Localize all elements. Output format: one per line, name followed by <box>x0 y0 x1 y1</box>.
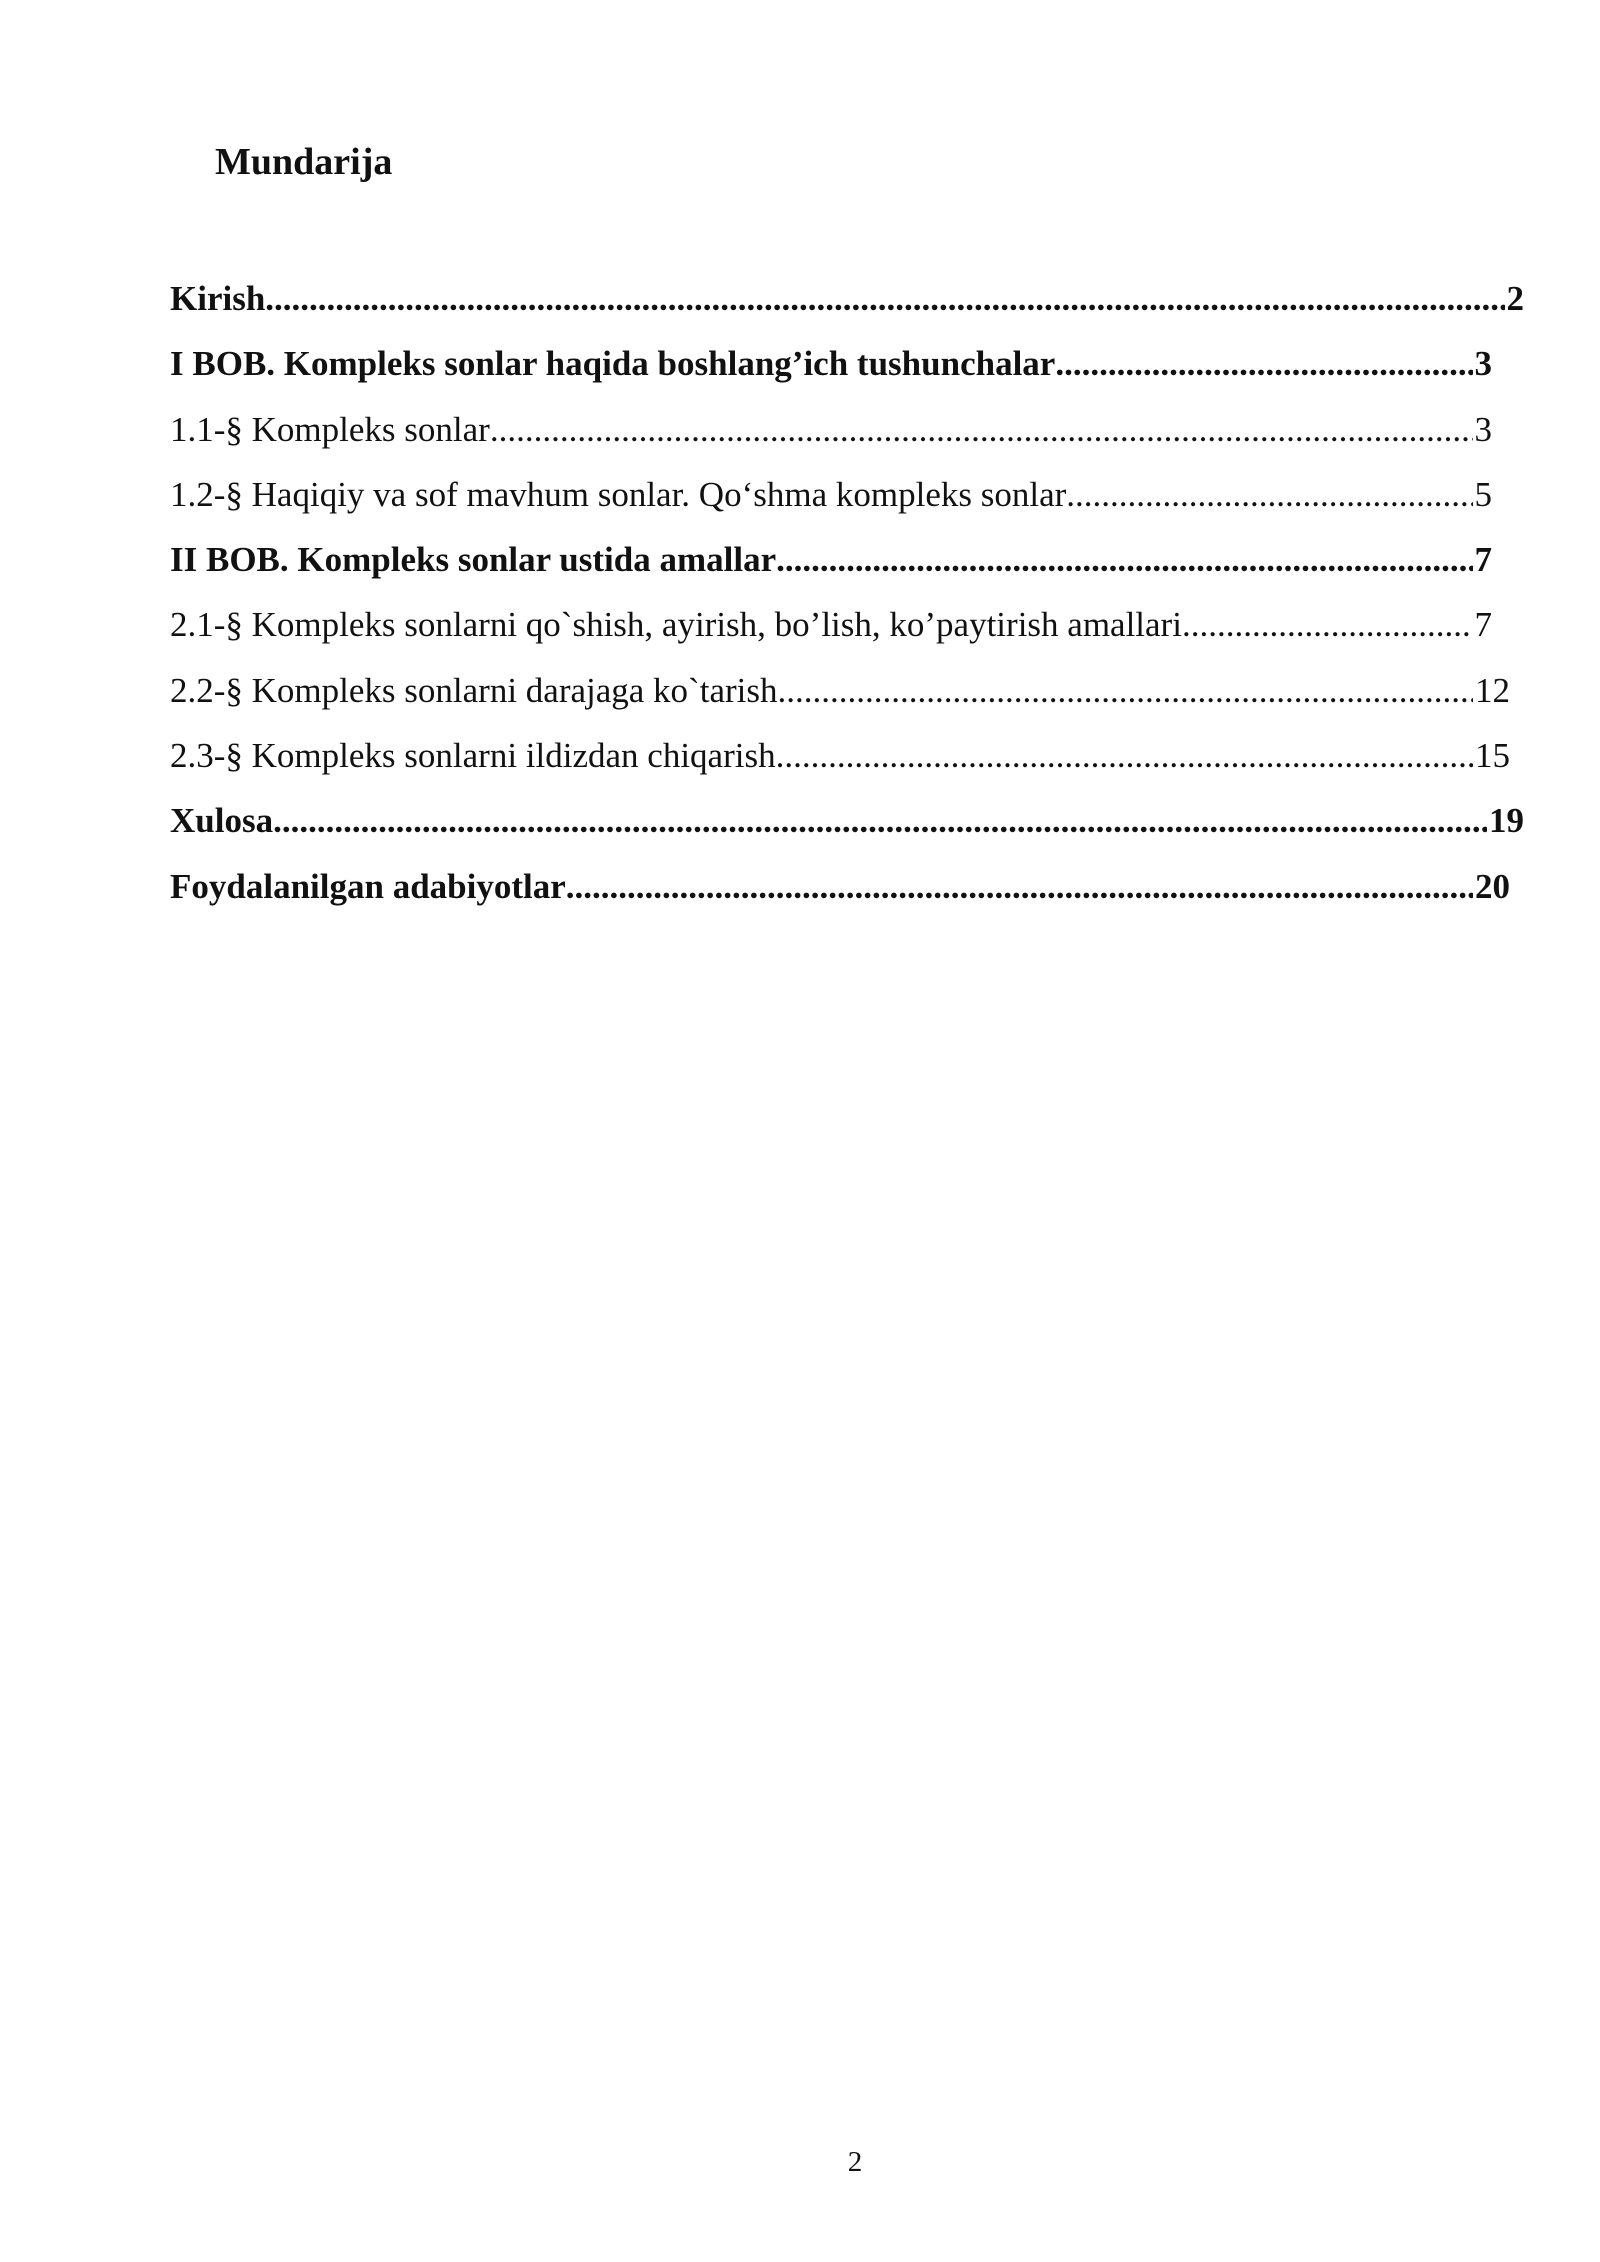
dot-leader <box>1066 462 1472 527</box>
dot-leader <box>1182 592 1473 657</box>
toc-entry-kirish[interactable] <box>170 266 1524 331</box>
page-number: 2 <box>847 2146 863 2178</box>
toc-title: Mundarija <box>215 141 393 183</box>
toc-entry-label: 1.2-§ Haqiqiy va sof mavhum sonlar. Qo‘shma kompleks sonlar <box>170 474 1067 514</box>
toc-entry-chapter-1[interactable] <box>170 331 1492 396</box>
toc-entry-page: 15 <box>1475 736 1510 776</box>
toc-entry-section-2-3[interactable] <box>170 723 1510 788</box>
toc-entry-page: 12 <box>1475 670 1510 710</box>
toc-entry-page: 3 <box>1474 409 1492 449</box>
toc-entry-label: Kirish <box>170 279 266 318</box>
toc-entry-xulosa[interactable] <box>170 788 1524 853</box>
toc-entry-label: 2.2-§ Kompleks sonlarni darajaga ko`tarish <box>170 670 778 710</box>
toc-entry-label: Xulosa <box>170 801 274 841</box>
toc-entry-label: I BOB. Kompleks sonlar haqida boshlang’ich tushunchalar <box>170 344 1056 384</box>
toc-entry-section-2-1[interactable] <box>170 592 1492 657</box>
table-of-contents <box>170 266 1524 919</box>
dot-leader <box>273 788 1487 853</box>
dot-leader <box>1055 331 1472 396</box>
toc-entry-label: 1.1-§ Kompleks sonlar <box>170 409 490 449</box>
toc-entry-page: 20 <box>1475 866 1510 906</box>
toc-entry-section-1-1[interactable] <box>170 397 1492 462</box>
toc-entry-page: 7 <box>1474 605 1492 645</box>
dot-leader <box>777 658 1473 723</box>
toc-entry-page: 5 <box>1474 474 1492 514</box>
toc-entry-section-2-2[interactable] <box>170 658 1510 723</box>
toc-entry-page: 7 <box>1474 540 1492 580</box>
toc-entry-chapter-2[interactable] <box>170 527 1492 592</box>
toc-entry-page: 19 <box>1489 801 1524 841</box>
toc-entry-references[interactable] <box>170 854 1510 919</box>
dot-leader <box>776 723 1473 788</box>
dot-leader <box>776 527 1472 592</box>
toc-entry-label: Foydalanilgan adabiyotlar <box>170 866 566 906</box>
toc-entry-label: II BOB. Kompleks sonlar ustida amallar <box>170 540 777 580</box>
dot-leader <box>566 854 1473 919</box>
toc-entry-section-1-2[interactable] <box>170 462 1492 527</box>
toc-entry-label: 2.3-§ Kompleks sonlarni ildizdan chiqarish <box>170 736 776 776</box>
toc-entry-page: 3 <box>1474 344 1492 384</box>
dot-leader <box>490 397 1473 462</box>
toc-entry-page: 2 <box>1506 279 1524 318</box>
dot-leader <box>265 266 1504 331</box>
toc-entry-label: 2.1-§ Kompleks sonlarni qo`shish, ayirish, bo’lish, ko’paytirish amallari <box>170 605 1182 645</box>
